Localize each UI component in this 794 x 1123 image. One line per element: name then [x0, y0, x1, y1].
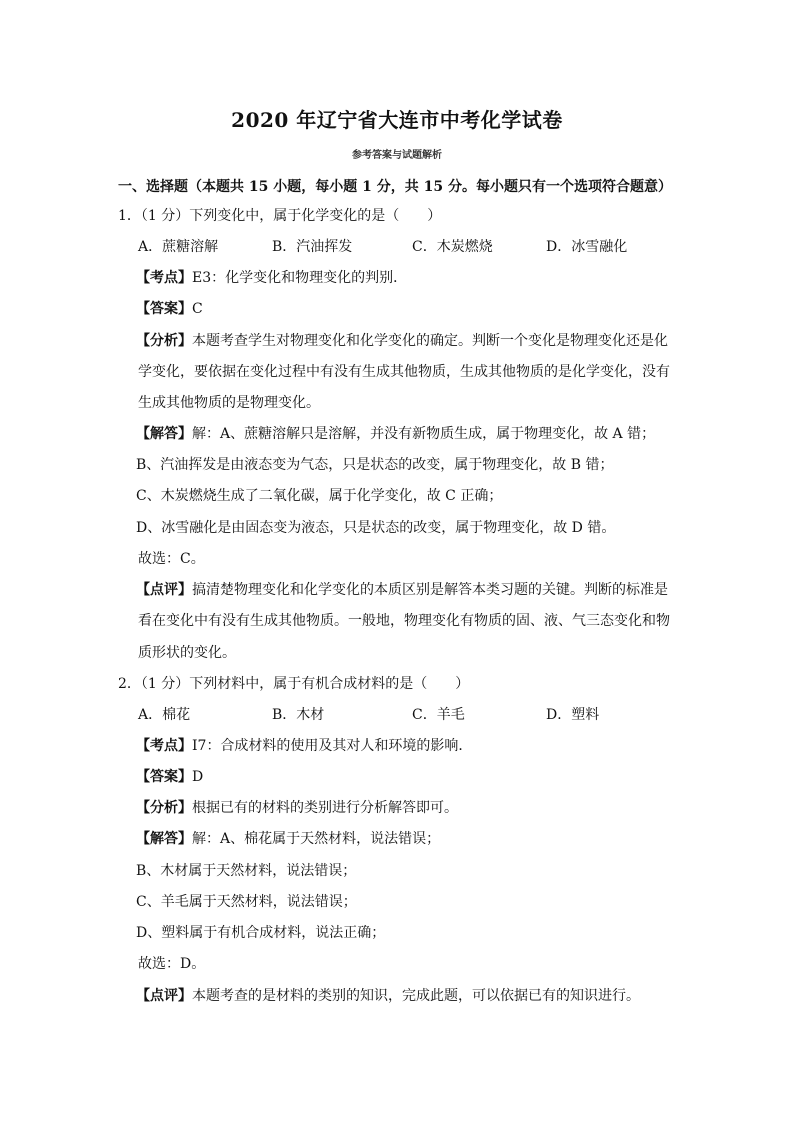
- kaodian-tag: 【考点】: [136, 738, 192, 754]
- fenxi-tag: 【分析】: [136, 800, 192, 816]
- question-1-stem: 1．（1 分）下列变化中，属于化学变化的是（ ）: [118, 208, 442, 224]
- jieda-text: 解：A、蔗糖溶解只是溶解，并没有新物质生成，属于物理变化，故 A 错；: [192, 426, 656, 442]
- q2-dianping: [136, 986, 640, 1006]
- kaodian-text: I7：合成材料的使用及其对人和环境的影响．: [192, 738, 473, 754]
- q2-option-b: B．木材: [272, 707, 325, 723]
- answer-text: C: [192, 301, 203, 317]
- jieda-tag: 【解答】: [136, 831, 192, 847]
- q1-fenxi-line-3: 生成其他物质的是物理变化。: [138, 395, 320, 411]
- q1-jieda-line-5: 故选：C。: [138, 551, 205, 567]
- jieda-tag: 【解答】: [136, 426, 192, 442]
- q1-jieda-line-4: D、冰雪融化是由固态变为液态，只是状态的改变，属于物理变化，故 D 错。: [136, 520, 616, 536]
- q2-jieda-line-1: [136, 829, 440, 849]
- answer-text: D: [192, 769, 204, 785]
- q1-jieda-line-3: C、木炭燃烧生成了二氧化碳，属于化学变化，故 C 正确；: [136, 488, 503, 504]
- q1-answer: [136, 299, 203, 319]
- dianping-text: 本题考查的是材料的类别的知识，完成此题，可以依据已有的知识进行。: [192, 988, 640, 1004]
- q1-jieda-line-2: B、汽油挥发是由液态变为气态，只是状态的改变，属于物理变化，故 B 错；: [136, 457, 614, 473]
- q1-fenxi-line-2: 学变化，要依据在变化过程中有没有生成其他物质，生成其他物质的是化学变化，没有: [138, 364, 670, 380]
- dianping-text: 搞清楚物理变化和化学变化的本质区别是解答本类习题的关键。判断的标准是: [192, 582, 668, 598]
- section-heading: 一、选择题（本题共 15 小题，每小题 1 分，共 15 分。每小题只有一个选项符合题意）: [118, 179, 672, 195]
- answer-tag: 【答案】: [136, 301, 192, 317]
- fenxi-tag: 【分析】: [136, 333, 192, 349]
- q1-kaodian: [136, 268, 407, 288]
- q1-jieda-line-1: [136, 424, 655, 444]
- q2-option-c: C．羊毛: [412, 707, 465, 723]
- q2-jieda-line-3: C、羊毛属于天然材料，说法错误；: [136, 894, 357, 910]
- q2-option-a: A．棉花: [138, 707, 191, 723]
- q2-jieda-line-2: B、木材属于天然材料，说法错误；: [136, 863, 357, 879]
- jieda-text: 解：A、棉花属于天然材料，说法错误；: [192, 831, 441, 847]
- q2-fenxi: [136, 798, 458, 818]
- q1-option-c: C．木炭燃烧: [412, 239, 493, 255]
- q2-jieda-line-5: 故选：D。: [138, 956, 206, 972]
- q1-dianping-line-2: 看在变化中有没有生成其他物质。一般地，物理变化有物质的固、液、气三态变化和物: [138, 613, 670, 629]
- q1-option-b: B．汽油挥发: [272, 239, 353, 255]
- fenxi-text: 根据已有的材料的类别进行分析解答即可。: [192, 800, 458, 816]
- q2-answer: [136, 767, 203, 787]
- q2-option-d: D．塑料: [546, 707, 600, 723]
- q2-kaodian: [136, 736, 472, 756]
- dianping-tag: 【点评】: [136, 582, 192, 598]
- answer-tag: 【答案】: [136, 769, 192, 785]
- q2-jieda-line-4: D、塑料属于有机合成材料，说法正确；: [136, 925, 386, 941]
- q1-fenxi-line-1: [136, 331, 668, 351]
- kaodian-text: E3：化学变化和物理变化的判别．: [192, 270, 408, 286]
- q1-option-a: A．蔗糖溶解: [138, 239, 219, 255]
- q1-option-d: D．冰雪融化: [546, 239, 628, 255]
- page-title: 2020 年辽宁省大连市中考化学试卷: [231, 108, 563, 132]
- question-2-stem: 2．（1 分）下列材料中，属于有机合成材料的是（ ）: [118, 676, 470, 692]
- fenxi-text: 本题考查学生对物理变化和化学变化的确定。判断一个变化是物理变化还是化: [192, 333, 668, 349]
- q1-dianping-line-1: [136, 580, 668, 600]
- dianping-tag: 【点评】: [136, 988, 192, 1004]
- kaodian-tag: 【考点】: [136, 270, 192, 286]
- page-subtitle: 参考答案与试题解析: [352, 150, 442, 161]
- q1-dianping-line-3: 质形状的变化。: [138, 645, 236, 661]
